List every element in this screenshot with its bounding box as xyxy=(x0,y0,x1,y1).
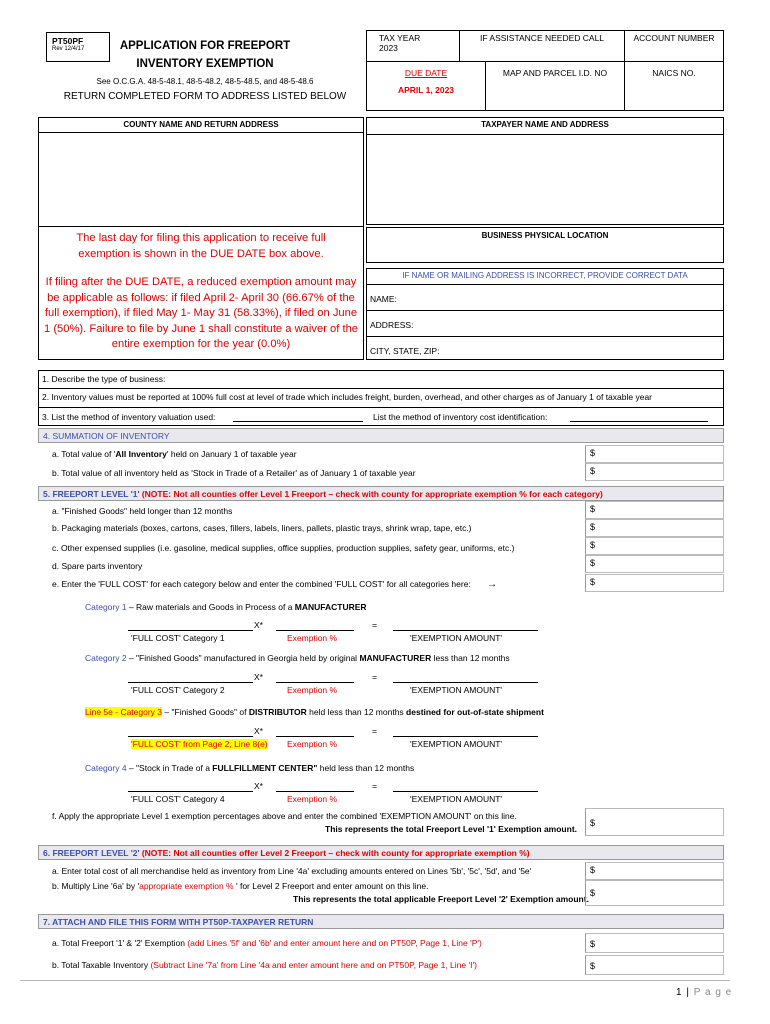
line-4b: b. Total value of all inventory held as 'Stock in Trade of a Retailer' as of January 1 of taxable year xyxy=(52,468,416,478)
line-5d-amount[interactable] xyxy=(585,555,724,573)
exemption-amount-label: 'EXEMPTION AMOUNT' xyxy=(410,633,503,643)
line-7a-red: (add Lines '5f' and '6b' and enter amount here and on PT50P, Page 1, Line 'P') xyxy=(187,938,482,948)
revision: Rev 12/4/17 xyxy=(52,46,85,52)
equals-mark: = xyxy=(372,620,377,630)
county-label: COUNTY NAME AND RETURN ADDRESS xyxy=(39,118,363,133)
tax-year-label: TAX YEAR xyxy=(379,33,421,43)
correction-label: IF NAME OR MAILING ADDRESS IS INCORRECT, PROVIDE CORRECT DATA xyxy=(367,269,723,285)
category-1-full-cost-label: 'FULL COST' Category 1 xyxy=(131,633,225,643)
category-1-full-cost-blank[interactable] xyxy=(128,630,253,631)
dollar-sign: $ xyxy=(590,961,596,971)
line-6b-red: appropriate exemption % xyxy=(139,881,234,891)
code-reference: See O.C.G.A. 48-5-48.1, 48-5-48.2, 48-5-48.5, and 48-5-48.6 xyxy=(96,77,314,86)
category-4-tail: held less than 12 months xyxy=(317,763,415,773)
section-6-note: (NOTE: Not all counties offer Level 2 Freeport – check with county for appropriate exemption %) xyxy=(141,848,530,858)
line-3a: 3. List the method of inventory valuation used: xyxy=(42,412,216,422)
category-4-heading xyxy=(85,763,414,773)
section-5-title: 5. FREEPORT LEVEL '1' xyxy=(43,489,142,499)
line-5a-amount[interactable] xyxy=(585,501,724,519)
form-title-1: APPLICATION FOR FREEPORT xyxy=(119,40,291,52)
section-6-header xyxy=(38,845,724,860)
line-5f-amount[interactable] xyxy=(585,808,724,836)
line-5c-amount[interactable] xyxy=(585,537,724,555)
category-1-amount-blank[interactable] xyxy=(393,630,538,631)
section-5-header xyxy=(38,486,724,501)
filing-notice xyxy=(38,227,364,360)
line-5b: b. Packaging materials (boxes, cartons, cases, fillers, labels, liners, pallets, plastic trays, shrink wrap, tape, etc.) xyxy=(52,523,472,533)
account-number-cell[interactable] xyxy=(624,30,724,62)
business-location-box[interactable] xyxy=(366,227,724,263)
category-4-text: – "Stock in Trade of a xyxy=(126,763,213,773)
line-4a xyxy=(52,449,297,459)
category-3-full-cost-label: 'FULL COST' from Page 2, Line 8(e) xyxy=(131,739,268,749)
notice-deadline: The last day for filing this application to receive full exemption is shown in the DUE DATE box above. xyxy=(76,232,326,260)
line-7b xyxy=(52,960,477,970)
category-2-text: – "Finished Goods" manufactured in Georgia held by original xyxy=(126,653,360,663)
category-1-bold: MANUFACTURER xyxy=(294,602,367,612)
tax-year-cell xyxy=(366,30,460,62)
dollar-sign: $ xyxy=(590,818,596,828)
county-box[interactable] xyxy=(38,117,364,227)
category-4-label: Category 4 xyxy=(85,763,127,773)
category-3-bold: DISTRIBUTOR xyxy=(248,707,307,717)
form-id-box xyxy=(46,32,110,62)
line-5e xyxy=(52,579,497,590)
assistance-cell[interactable] xyxy=(459,30,625,62)
line-7a xyxy=(52,938,482,948)
exemption-pct-label: Exemption % xyxy=(287,794,338,804)
line-4a-amount[interactable] xyxy=(585,445,724,463)
line-4a-post: ' held on January 1 of taxable year xyxy=(166,449,297,459)
line-4a-bold: All Inventory xyxy=(115,449,167,459)
equals-mark: = xyxy=(372,781,377,791)
exemption-pct-label: Exemption % xyxy=(287,739,338,749)
page-footer: 1 | P a g e xyxy=(676,987,733,998)
equals-mark: = xyxy=(372,672,377,682)
section-4-header: 4. SUMMATION OF INVENTORY xyxy=(38,428,724,443)
line-1-rule xyxy=(38,388,724,389)
name-field[interactable] xyxy=(367,285,723,311)
dollar-sign: $ xyxy=(590,504,596,514)
naics-cell[interactable] xyxy=(624,61,724,111)
category-4-full-cost-label: 'FULL COST' Category 4 xyxy=(131,794,225,804)
category-3-full-cost-blank[interactable] xyxy=(128,736,253,737)
line-3b: List the method of inventory cost identification: xyxy=(373,412,548,422)
return-instructions: RETURN COMPLETED FORM TO ADDRESS LISTED BELOW xyxy=(63,91,347,102)
city-field[interactable] xyxy=(367,337,723,361)
category-3-mid: held less than 12 months xyxy=(306,707,407,717)
assistance-label: IF ASSISTANCE NEEDED CALL xyxy=(479,33,605,43)
category-2-exemption-blank[interactable] xyxy=(276,682,354,683)
tax-year-value: 2023 xyxy=(379,43,398,53)
line-2-rule xyxy=(38,407,724,408)
dollar-sign: $ xyxy=(590,577,596,587)
form-id: PT50PF xyxy=(52,36,84,46)
line-4a-pre: a. Total value of ' xyxy=(52,449,116,459)
line-6b xyxy=(52,881,428,891)
map-parcel-cell[interactable] xyxy=(485,61,625,111)
line-7a-amount[interactable] xyxy=(585,933,724,953)
footer-rule xyxy=(20,980,730,981)
valuation-method-blank[interactable] xyxy=(233,421,363,422)
section-5-note: (NOTE: Not all counties offer Level 1 Freeport – check with county for appropriate exemption % for each category) xyxy=(141,489,603,499)
category-4-full-cost-blank[interactable] xyxy=(128,791,253,792)
category-3-label: Line 5e - Category 3 xyxy=(85,707,163,717)
correction-box xyxy=(366,268,724,360)
address-label: ADDRESS: xyxy=(370,320,414,330)
taxpayer-label: TAXPAYER NAME AND ADDRESS xyxy=(367,118,723,135)
dollar-sign: $ xyxy=(590,558,596,568)
page-number: 1 xyxy=(676,987,682,998)
category-3-exemption-blank[interactable] xyxy=(276,736,354,737)
category-3-amount-blank[interactable] xyxy=(393,736,538,737)
line-7b-pre: b. Total Taxable Inventory xyxy=(52,960,151,970)
line-1[interactable]: 1. Describe the type of business: xyxy=(42,374,166,384)
category-2-full-cost-blank[interactable] xyxy=(128,682,253,683)
line-7b-red: (Subtract Line '7a' from Line '4a and enter amount here and on PT50P, Page 1, Line 'I') xyxy=(150,960,477,970)
category-2-amount-blank[interactable] xyxy=(393,682,538,683)
dollar-sign: $ xyxy=(590,448,596,458)
name-label: NAME: xyxy=(370,294,397,304)
arrow-right-icon: → xyxy=(487,579,498,590)
business-location-label: BUSINESS PHYSICAL LOCATION xyxy=(481,231,609,240)
category-4-amount-blank[interactable] xyxy=(393,791,538,792)
due-date-value: APRIL 1, 2023 xyxy=(397,85,455,95)
category-2-tail: less than 12 months xyxy=(431,653,510,663)
dollar-sign: $ xyxy=(590,939,596,949)
line-6b-pre: b. Multiply Line '6a' by ' xyxy=(52,881,140,891)
line-4b-amount[interactable] xyxy=(585,463,724,481)
line-5f: f. Apply the appropriate Level 1 exemption percentages above and enter the combined 'EXEMPTION AMOUNT' on this line. xyxy=(52,811,517,821)
line-5d: d. Spare parts inventory xyxy=(52,561,143,571)
multiply-mark: X* xyxy=(254,620,263,630)
line-2: 2. Inventory values must be reported at 100% full cost at level of trade which includes freight, burden, overhead, and other charges as of January 1 of taxable year xyxy=(42,392,652,402)
line-6a: a. Enter total cost of all merchandise held as inventory from Line '4a' excluding amounts entered on Lines '5b', '5c', '5d', and '5e' xyxy=(52,866,532,876)
category-4-exemption-blank[interactable] xyxy=(276,791,354,792)
notice-reduced: If filing after the DUE DATE, a reduced exemption amount may be applicable as follows: if filed April 2- April 30 (66.67% of the full exemption), if filed May 1- May 31 (58.33%), if filed on June 1 (50%). Failure to file by June 1 shall constitute a waiver of the entire exemption for the year (0.0%) xyxy=(43,276,359,350)
line-7b-amount[interactable] xyxy=(585,955,724,975)
form-title-2: INVENTORY EXEMPTION xyxy=(136,58,274,70)
exemption-amount-label: 'EXEMPTION AMOUNT' xyxy=(410,794,503,804)
cost-identification-blank[interactable] xyxy=(570,421,708,422)
naics-label: NAICS NO. xyxy=(652,68,696,78)
multiply-mark: X* xyxy=(254,726,263,736)
line-6a-amount[interactable] xyxy=(585,862,724,880)
dollar-sign: $ xyxy=(590,865,596,875)
category-2-full-cost-label: 'FULL COST' Category 2 xyxy=(131,685,225,695)
category-1-exemption-blank[interactable] xyxy=(276,630,354,631)
multiply-mark: X* xyxy=(254,672,263,682)
line-5e-amount[interactable] xyxy=(585,574,724,592)
dollar-sign: $ xyxy=(590,522,596,532)
due-date-label: DUE DATE xyxy=(404,68,448,78)
category-3-bold-2: destined for out-of-state shipment xyxy=(406,707,544,717)
equals-mark: = xyxy=(372,726,377,736)
line-5f-total-label: This represents the total Freeport Level '1' Exemption amount. xyxy=(325,824,578,834)
dollar-sign: $ xyxy=(590,540,596,550)
exemption-pct-label: Exemption % xyxy=(287,685,338,695)
page-word: P a g e xyxy=(693,987,733,998)
taxpayer-box[interactable] xyxy=(366,117,724,225)
category-2-heading xyxy=(85,653,510,663)
category-1-text: – Raw materials and Goods in Process of a xyxy=(126,602,295,612)
dollar-sign: $ xyxy=(590,466,596,476)
line-6b-post: ' for Level 2 Freeport and enter amount on this line. xyxy=(233,881,429,891)
exemption-amount-label: 'EXEMPTION AMOUNT' xyxy=(410,739,503,749)
exemption-amount-label: 'EXEMPTION AMOUNT' xyxy=(410,685,503,695)
category-1-label: Category 1 xyxy=(85,602,127,612)
category-4-bold: FULLFILLMENT CENTER" xyxy=(212,763,318,773)
category-2-bold: MANUFACTURER xyxy=(359,653,432,663)
line-5e-text: e. Enter the 'FULL COST' for each category below and enter the combined 'FULL COST' for all categories here: xyxy=(52,579,471,589)
line-7a-pre: a. Total Freeport '1' & '2' Exemption xyxy=(52,938,188,948)
section-6-title: 6. FREEPORT LEVEL '2' xyxy=(43,848,142,858)
category-3-text: – "Finished Goods" of xyxy=(162,707,249,717)
address-field[interactable] xyxy=(367,311,723,337)
city-label: CITY, STATE, ZIP: xyxy=(370,346,440,356)
section-7-header: 7. ATTACH AND FILE THIS FORM WITH PT50P-TAXPAYER RETURN xyxy=(38,914,724,929)
multiply-mark: X* xyxy=(254,781,263,791)
exemption-pct-label: Exemption % xyxy=(287,633,338,643)
line-5c: c. Other expensed supplies (i.e. gasoline, medical supplies, office supplies, production supplies, safety gear, uniforms, etc.) xyxy=(52,543,515,553)
account-number-label: ACCOUNT NUMBER xyxy=(633,33,715,43)
line-5a: a. "Finished Goods" held longer than 12 months xyxy=(52,506,233,516)
line-6b-amount[interactable] xyxy=(585,880,724,906)
category-1-heading xyxy=(85,602,367,612)
category-3-heading xyxy=(85,707,544,717)
category-2-label: Category 2 xyxy=(85,653,127,663)
due-date-cell xyxy=(366,61,486,111)
map-parcel-label: MAP AND PARCEL I.D. NO xyxy=(502,68,608,78)
line-6b-total-label: This represents the total applicable Freeport Level '2' Exemption amount. xyxy=(293,894,589,904)
line-5b-amount[interactable] xyxy=(585,519,724,537)
dollar-sign: $ xyxy=(590,888,596,898)
